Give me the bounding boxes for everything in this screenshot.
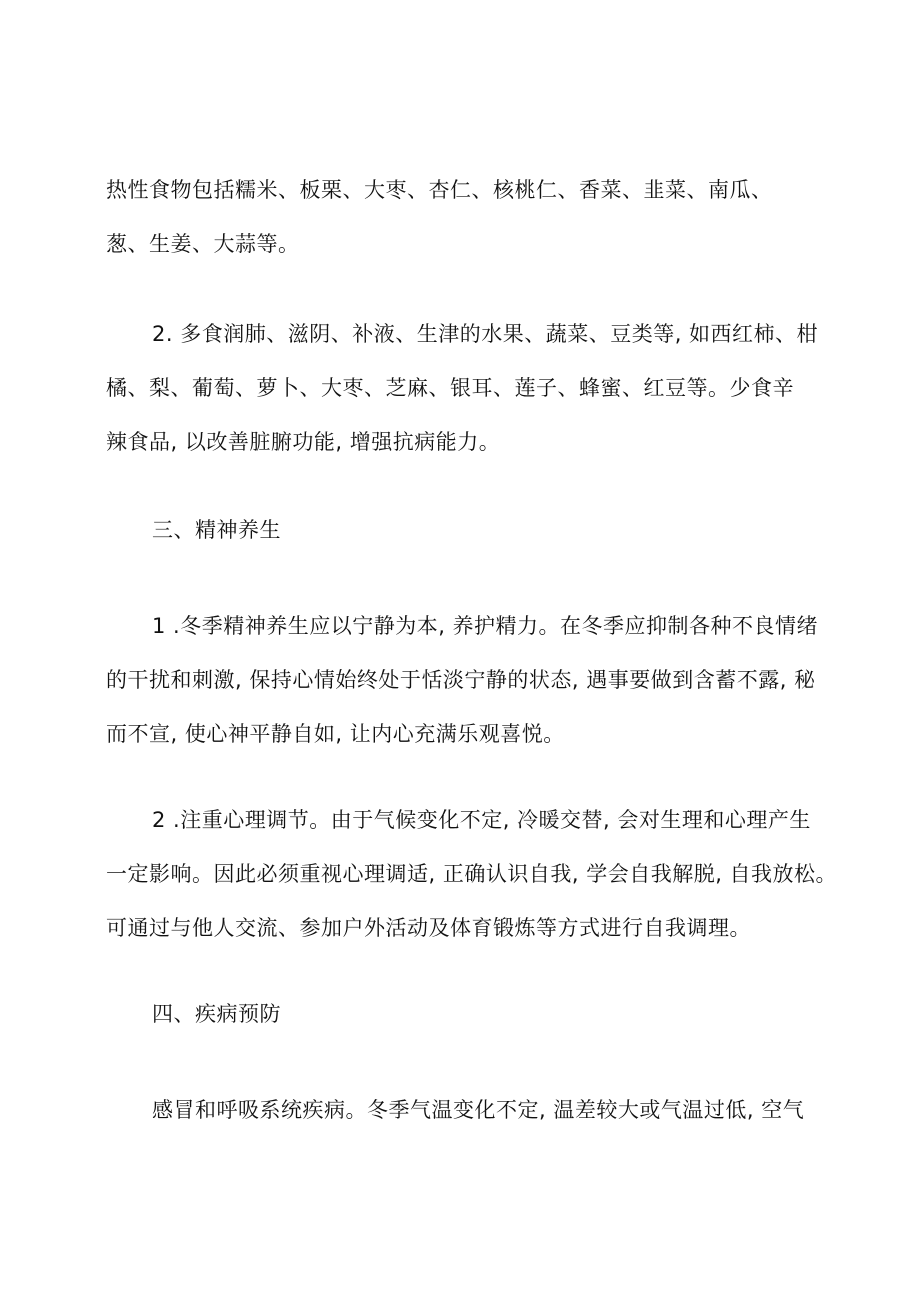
text-line: 辣食品, 以改善脏腑功能, 增强抗病能力。 [106, 430, 501, 454]
text-line: 可通过与他人交流、参加户外活动及体育锻炼等方式进行自我调理。 [106, 916, 751, 940]
text-line: 葱、生姜、大蒜等。 [106, 232, 300, 256]
text-line: 橘、梨、葡萄、萝卜、大枣、芝麻、银耳、莲子、蜂蜜、红豆等。少食辛 [106, 376, 794, 400]
heading-text: 四、疾病预防 [152, 1002, 281, 1026]
paragraph-cold-disease [106, 1083, 818, 1137]
text-line: 感冒和呼吸系统疾病。冬季气温变化不定, 温差较大或气温过低, 空气 [152, 1098, 805, 1122]
section-heading-mental-health [106, 503, 818, 557]
heading-text: 三、精神养生 [152, 518, 281, 542]
text-line: 而不宣, 使心神平静自如, 让内心充满乐观喜悦。 [106, 722, 565, 746]
paragraph-mental-item-2 [106, 793, 838, 955]
text-line: 热性食物包括糯米、板栗、大枣、杏仁、核桃仁、香菜、韭菜、南瓜、 [106, 178, 773, 202]
text-line: 2 .注重心理调节。由于气候变化不定, 冷暖交替, 会对生理和心理产生 [152, 808, 811, 832]
text-line: 一定影响。因此必须重视心理调适, 正确认识自我, 学会自我解脱, 自我放松。 [106, 862, 838, 886]
paragraph-hot-foods [106, 163, 818, 271]
paragraph-mental-item-1 [106, 599, 818, 761]
paragraph-diet-item-2 [106, 307, 818, 469]
text-line: 2. 多食润肺、滋阴、补液、生津的水果、蔬菜、豆类等, 如西红柿、柑 [152, 322, 819, 346]
text-line: 1 .冬季精神养生应以宁静为本, 养护精力。在冬季应抑制各种不良情绪 [152, 614, 819, 638]
text-line: 的干扰和刺激, 保持心情始终处于恬淡宁静的状态, 遇事要做到含蓄不露, 秘 [106, 668, 816, 692]
section-heading-disease-prevention [106, 987, 818, 1041]
